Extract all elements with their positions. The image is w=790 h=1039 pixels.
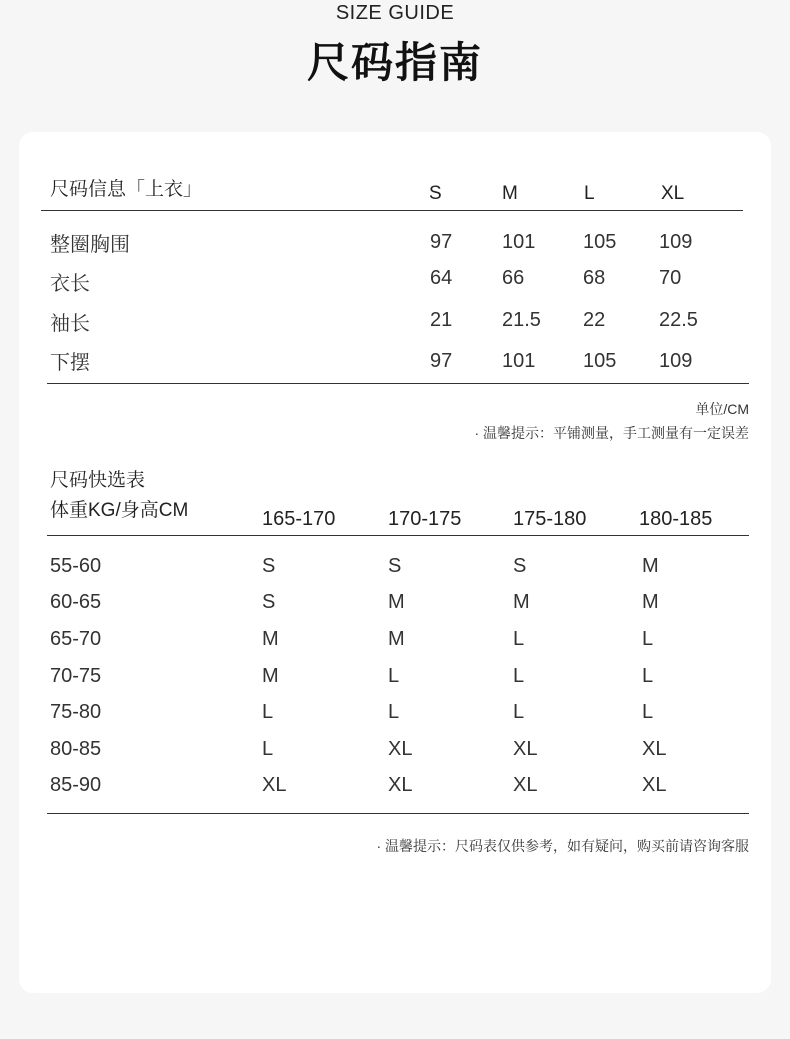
row-label: 整圈胸围 xyxy=(50,234,130,256)
table-cell: XL xyxy=(513,738,538,760)
weight-label: 55-60 xyxy=(50,555,102,577)
table-cell: 66 xyxy=(502,267,525,289)
size-header: M xyxy=(502,183,518,204)
table-cell: L xyxy=(642,628,654,650)
table-cell: M xyxy=(642,555,659,577)
weight-label: 70-75 xyxy=(50,665,102,687)
table-cell: M xyxy=(262,628,279,650)
table-cell: XL xyxy=(513,774,538,796)
height-header: 165-170 xyxy=(262,508,336,530)
table-cell: 22 xyxy=(583,309,606,331)
table-cell: 21 xyxy=(430,309,453,331)
weight-label: 85-90 xyxy=(50,774,102,796)
table-cell: L xyxy=(388,701,400,723)
table-cell: XL xyxy=(388,738,413,760)
table-cell: XL xyxy=(642,774,667,796)
table-cell: 21.5 xyxy=(502,309,541,331)
top-table-title: 尺码信息「上衣」 xyxy=(50,179,203,200)
table-cell: L xyxy=(642,665,654,687)
page-title-en: SIZE GUIDE xyxy=(335,2,455,24)
table-cell: L xyxy=(513,628,525,650)
measure-tip: · 温馨提示：平铺测量，手工测量有一定误差 xyxy=(474,425,749,441)
weight-label: 75-80 xyxy=(50,701,102,723)
table-cell: 97 xyxy=(430,231,453,253)
height-header: 180-185 xyxy=(639,508,713,530)
table-cell: S xyxy=(388,555,402,577)
table-cell: 109 xyxy=(659,350,693,372)
weight-label: 65-70 xyxy=(50,628,102,650)
table-cell: 101 xyxy=(502,350,536,372)
table-cell: L xyxy=(388,665,400,687)
quick-table-subtitle: 体重KG/身高CM xyxy=(50,500,189,521)
table-cell: XL xyxy=(388,774,413,796)
table-cell: L xyxy=(262,701,274,723)
quick-table-title: 尺码快选表 xyxy=(50,470,146,491)
size-header: L xyxy=(584,183,595,204)
table-cell: 109 xyxy=(659,231,693,253)
table-cell: 101 xyxy=(502,231,536,253)
unit-note: 单位/CM xyxy=(695,401,749,417)
table-cell: M xyxy=(513,591,530,613)
table-cell: M xyxy=(262,665,279,687)
table-cell: XL xyxy=(262,774,287,796)
table-cell: 70 xyxy=(659,267,682,289)
table-cell: S xyxy=(262,555,276,577)
divider xyxy=(47,813,749,814)
size-header: XL xyxy=(661,183,685,204)
weight-label: 80-85 xyxy=(50,738,102,760)
divider xyxy=(41,210,743,211)
weight-label: 60-65 xyxy=(50,591,102,613)
table-cell: S xyxy=(513,555,527,577)
table-cell: M xyxy=(388,628,405,650)
table-cell: 105 xyxy=(583,231,617,253)
table-cell: L xyxy=(642,701,654,723)
table-cell: L xyxy=(513,665,525,687)
table-cell: XL xyxy=(642,738,667,760)
height-header: 175-180 xyxy=(513,508,587,530)
reference-tip: · 温馨提示：尺码表仅供参考，如有疑问，购买前请咨询客服 xyxy=(376,838,749,854)
row-label: 袖长 xyxy=(50,313,90,335)
size-header: S xyxy=(429,183,442,204)
divider xyxy=(47,383,749,384)
table-cell: 105 xyxy=(583,350,617,372)
height-header: 170-175 xyxy=(388,508,462,530)
row-label: 衣长 xyxy=(50,273,90,295)
table-cell: L xyxy=(513,701,525,723)
table-cell: 68 xyxy=(583,267,606,289)
table-cell: M xyxy=(388,591,405,613)
row-label: 下摆 xyxy=(50,352,90,374)
table-cell: 22.5 xyxy=(659,309,698,331)
table-cell: L xyxy=(262,738,274,760)
page-title-cn: 尺码指南 xyxy=(306,39,483,86)
table-cell: S xyxy=(262,591,276,613)
divider xyxy=(47,535,749,536)
table-cell: 97 xyxy=(430,350,453,372)
table-cell: 64 xyxy=(430,267,453,289)
table-cell: M xyxy=(642,591,659,613)
